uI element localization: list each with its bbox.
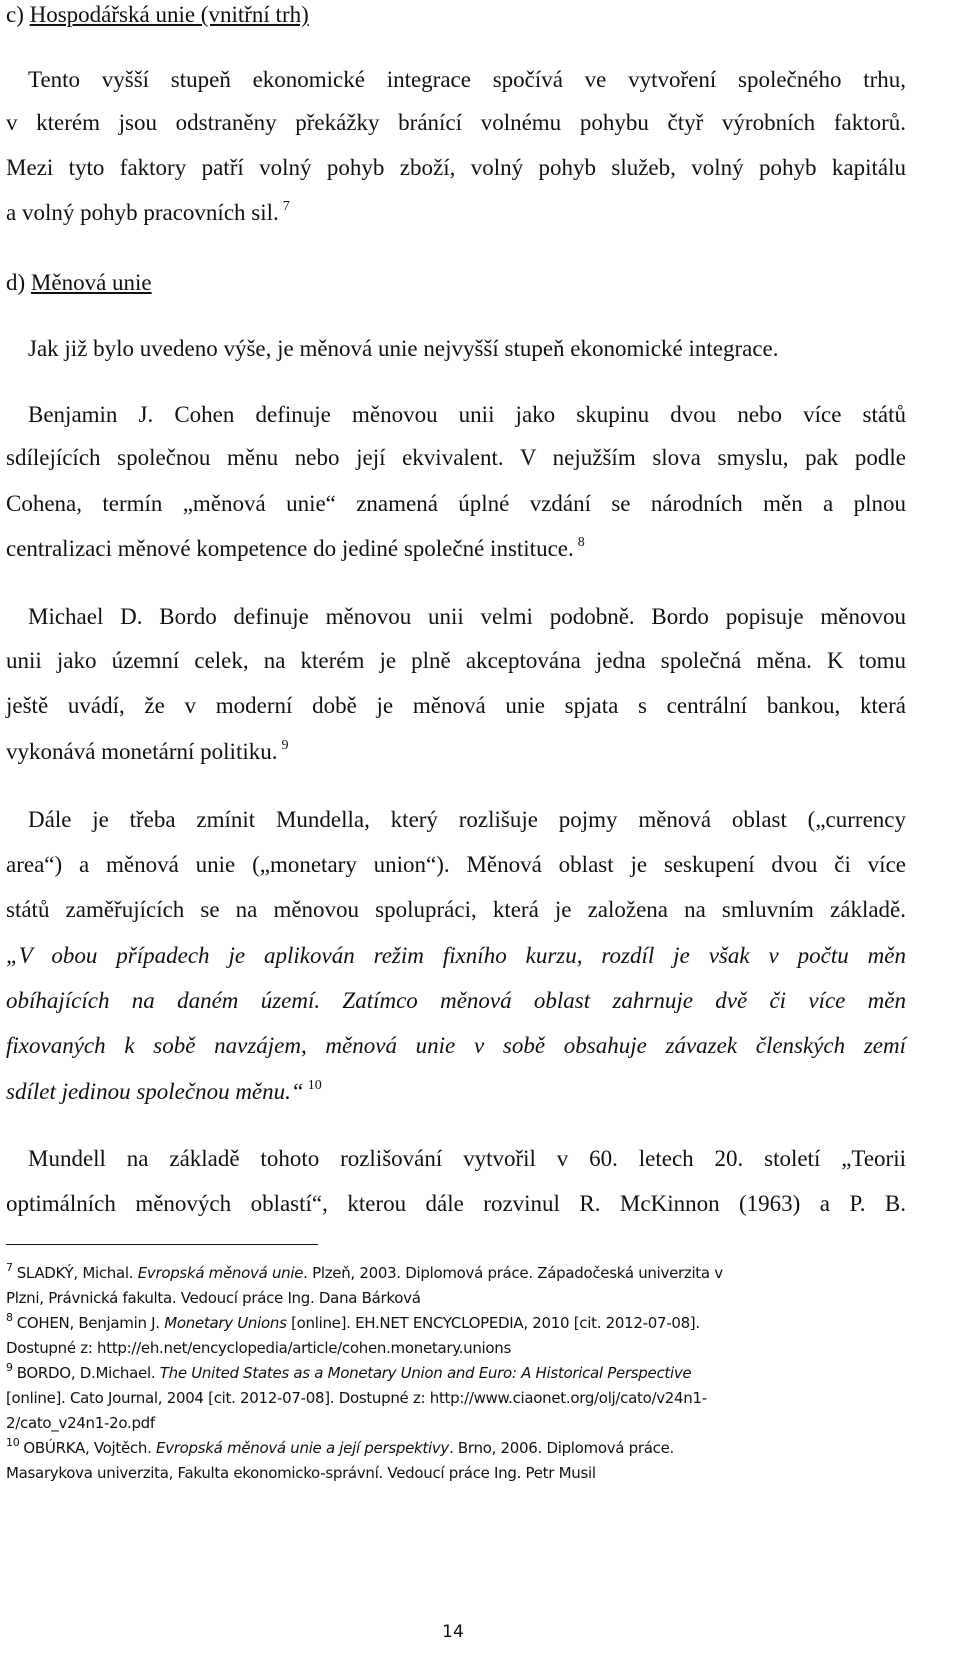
footnote-10 — [6, 1437, 906, 1459]
footnote-text: BORDO, D.Michael. — [16, 1364, 160, 1382]
heading-c-title: Hospodářská unie (vnitřní trh) — [29, 2, 309, 27]
footnote-text: [online]. EH.NET ENCYCLOPEDIA, 2010 [cit. 2012-07-08]. — [286, 1314, 700, 1332]
footnote-9 — [6, 1362, 906, 1384]
footnote-ref-10: 10 — [307, 1078, 322, 1093]
para-last-line: optimálních měnových oblastí“, kterou dále rozvinul R. McKinnon (1963) a P. B. — [6, 1191, 906, 1216]
heading-c-prefix: c) — [6, 2, 30, 27]
para-bordo-line-last — [6, 737, 906, 767]
footnote-8-line2: Dostupné z: http://eh.net/encyclopedia/article/cohen.monetary.unions — [6, 1339, 512, 1357]
heading-c — [6, 0, 906, 30]
heading-d-title: Měnová unie — [30, 270, 152, 295]
footnote-9-line2: [online]. Cato Journal, 2004 [cit. 2012-07-08]. Dostupné z: http://www.ciaonet.org/olj/cato/v24n1- — [6, 1389, 707, 1407]
footnote-title: Evropská měnová unie — [137, 1264, 304, 1282]
para-last-line: Mundell na základě tohoto rozlišování vytvořil v 60. letech 20. století „Teorii — [28, 1146, 906, 1171]
heading-d — [6, 268, 906, 298]
footnote-text: COHEN, Benjamin J. — [16, 1314, 165, 1332]
footnote-7-line2: Plzni, Právnická fakulta. Vedoucí práce Ing. Dana Bárková — [6, 1289, 421, 1307]
footnote-ref-7: 7 — [282, 199, 290, 214]
footnote-7 — [6, 1262, 906, 1284]
para-bordo-text: vykonává monetární politiku. — [6, 739, 278, 764]
para-bordo-line: ještě uvádí, že v moderní době je měnová unie spjata s centrální bankou, která — [6, 693, 906, 718]
para-cohen-line: Benjamin J. Cohen definuje měnovou unii jako skupinu dvou nebo více států — [28, 402, 906, 427]
para-bordo-line: Michael D. Bordo definuje měnovou unii velmi podobně. Bordo popisuje měnovou — [28, 604, 906, 629]
para-mundell-line: area“) a měnová unie („monetary union“). Měnová oblast je seskupení dvou či více — [6, 852, 906, 877]
para-cohen-text: centralizaci měnové kompetence do jediné společné instituce. — [6, 536, 574, 561]
footnote-ref-9: 9 — [281, 738, 289, 753]
para-c-text: a volný pohyb pracovních sil. — [6, 200, 279, 225]
footnote-9-line3: 2/cato_v24n1-2o.pdf — [6, 1414, 155, 1432]
footnote-10-line2: Masarykova univerzita, Fakulta ekonomicko-správní. Vedoucí práce Ing. Petr Musil — [6, 1464, 596, 1482]
footnote-number: 9 — [6, 1361, 13, 1374]
para-c-line: Tento vyšší stupeň ekonomické integrace spočívá ve vytvoření společného trhu, — [28, 67, 906, 92]
para-c-line: v kterém jsou odstraněny překážky bránící volnému pohybu čtyř výrobních faktorů. — [6, 110, 906, 135]
heading-d-prefix: d) — [6, 270, 31, 295]
para-mundell-line: států zaměřujících se na měnovou spolupráci, která je založena na smluvním základě. — [6, 897, 906, 922]
para-d1: Jak již bylo uvedeno výše, je měnová unie nejvyšší stupeň ekonomické integrace. — [28, 336, 779, 361]
page-number: 14 — [442, 1622, 464, 1642]
footnote-number: 7 — [6, 1261, 13, 1274]
footnote-title: Monetary Unions — [164, 1314, 287, 1332]
para-cohen-line: Cohena, termín „měnová unie“ znamená úplné vzdání se národních měn a plnou — [6, 491, 906, 516]
para-cohen-line-last — [6, 534, 906, 564]
footnote-title: The United States as a Monetary Union and Euro: A Historical Perspective — [159, 1364, 692, 1382]
para-c-line-last — [6, 198, 906, 228]
footnote-number: 8 — [6, 1311, 13, 1324]
quote-line-last — [6, 1077, 906, 1107]
quote-text: sdílet jedinou společnou měnu.“ — [6, 1079, 304, 1104]
footnote-text: . Plzeň, 2003. Diplomová práce. Západočeská univerzita v — [303, 1264, 723, 1282]
quote-line: fixovaných k sobě navzájem, měnová unie v sobě obsahuje závazek členských zemí — [6, 1033, 906, 1058]
footnote-separator — [6, 1244, 318, 1245]
footnote-number: 10 — [6, 1436, 20, 1449]
quote-line: „V obou případech je aplikován režim fixního kurzu, rozdíl je však v počtu měn — [6, 943, 906, 968]
para-bordo-line: unii jako územní celek, na kterém je plně akceptována jedna společná měna. K tomu — [6, 648, 906, 673]
footnote-8 — [6, 1312, 906, 1334]
para-cohen-line: sdílejících společnou měnu nebo její ekvivalent. V nejužším slova smyslu, pak podle — [6, 445, 906, 470]
footnote-title: Evropská měnová unie a její perspektivy — [156, 1439, 449, 1457]
para-c-line: Mezi tyto faktory patří volný pohyb zboží, volný pohyb služeb, volný pohyb kapitálu — [6, 155, 906, 180]
footnote-ref-8: 8 — [577, 535, 585, 550]
footnote-text: OBÚRKA, Vojtěch. — [23, 1439, 157, 1457]
para-mundell-line: Dále je třeba zmínit Mundella, který rozlišuje pojmy měnová oblast („currency — [28, 807, 906, 832]
quote-line: obíhajících na daném území. Zatímco měnová oblast zahrnuje dvě či více měn — [6, 988, 906, 1013]
footnote-text: . Brno, 2006. Diplomová práce. — [448, 1439, 674, 1457]
footnote-text: SLADKÝ, Michal. — [16, 1264, 138, 1282]
